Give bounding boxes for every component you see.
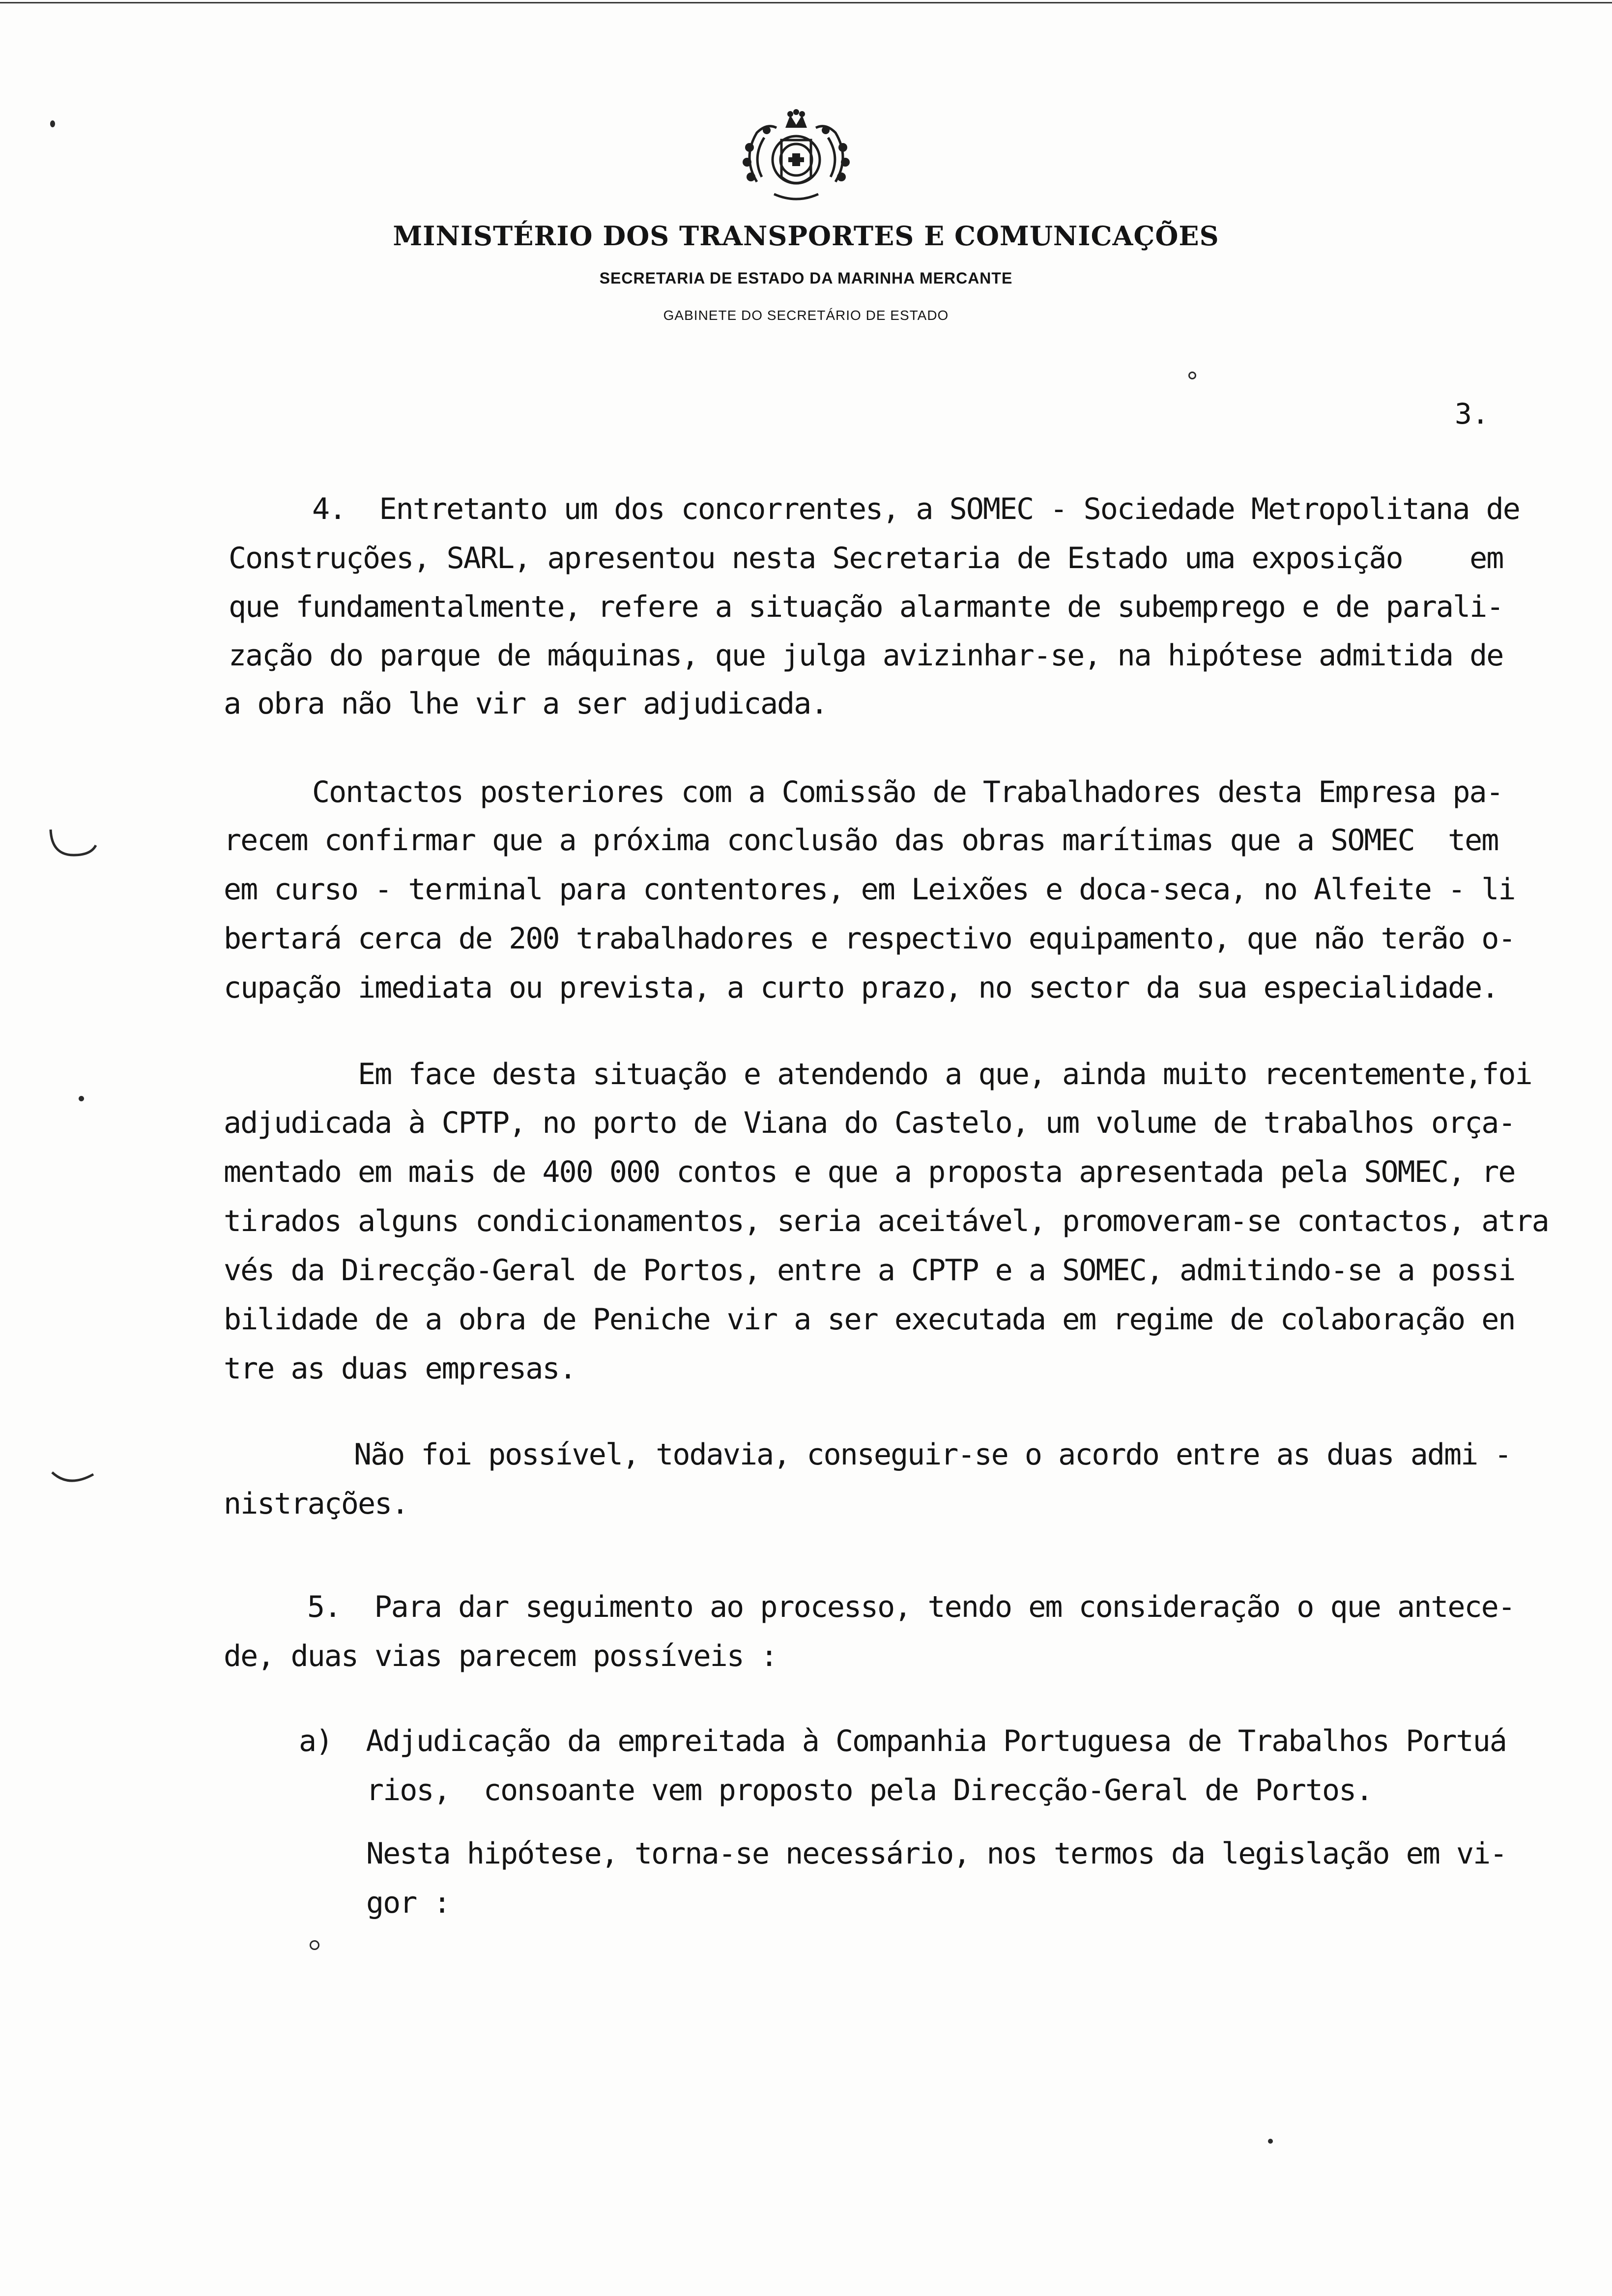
punch-hole-mark [47, 826, 101, 860]
body-line: rios, consoante vem proposto pela Direcção-Geral de Portos. [366, 1773, 1373, 1808]
scan-speck [1268, 2139, 1273, 2144]
body-line: zação do parque de máquinas, que julga avizinhar-se, na hipótese admitida de [229, 638, 1503, 673]
body-line: de, duas vias parecem possíveis : [224, 1639, 777, 1673]
coat-of-arms-emblem-icon [727, 108, 865, 206]
body-line: recem confirmar que a próxima conclusão das obras marítimas que a SOMEC tem [224, 823, 1498, 858]
body-line: tre as duas empresas. [224, 1351, 576, 1386]
body-line: em curso - terminal para contentores, em Leixões e doca-seca, no Alfeite - li [224, 872, 1515, 907]
body-line: 5. Para dar seguimento ao processo, tendo em consideração o que antece- [307, 1590, 1515, 1624]
body-line: bilidade de a obra de Peniche vir a ser executada em regime de colaboração en [224, 1302, 1515, 1337]
punch-hole-mark [49, 1469, 98, 1489]
top-border-line [0, 2, 1612, 3]
scan-ring [310, 1940, 319, 1950]
body-line: cupação imediata ou prevista, a curto prazo, no sector da sua especialidade. [224, 971, 1498, 1005]
scan-ring [1188, 372, 1196, 379]
body-line: bertará cerca de 200 trabalhadores e respectivo equipamento, que não terão o- [224, 921, 1515, 956]
gabinete-subheader: GABINETE DO SECRETÁRIO DE ESTADO [663, 308, 949, 323]
body-line: adjudicada à CPTP, no porto de Viana do Castelo, um volume de trabalhos orça- [224, 1106, 1515, 1140]
body-line: a) Adjudicação da empreitada à Companhia Portuguesa de Trabalhos Portuá [299, 1724, 1506, 1758]
body-line: 4. Entretanto um dos concorrentes, a SOMEC - Sociedade Metropolitana de [312, 492, 1520, 526]
ministry-header: MINISTÉRIO DOS TRANSPORTES E COMUNICAÇÕES [393, 220, 1219, 252]
body-line: Em face desta situação e atendendo a que, ainda muito recentemente,foi [358, 1057, 1532, 1091]
scan-speck [50, 120, 55, 127]
body-line: Construções, SARL, apresentou nesta Secretaria de Estado uma exposição em [229, 541, 1503, 575]
body-line: tirados alguns condicionamentos, seria aceitável, promoveram-se contactos, atra [224, 1204, 1549, 1238]
body-line: Contactos posteriores com a Comissão de Trabalhadores desta Empresa pa- [312, 775, 1503, 809]
scan-speck [79, 1096, 84, 1101]
body-line: gor : [366, 1886, 450, 1920]
secretaria-subheader: SECRETARIA DE ESTADO DA MARINHA MERCANTE [599, 269, 1013, 287]
body-line: mentado em mais de 400 000 contos e que a proposta apresentada pela SOMEC, re [224, 1155, 1515, 1189]
body-line: Nesta hipótese, torna-se necessário, nos termos da legislação em vi- [366, 1837, 1507, 1871]
body-line: nistrações. [224, 1487, 408, 1521]
body-line: a obra não lhe vir a ser adjudicada. [224, 687, 828, 721]
body-line: vés da Direcção-Geral de Portos, entre a CPTP e a SOMEC, admitindo-se a possi [224, 1253, 1515, 1288]
body-line: Não foi possível, todavia, conseguir-se o acordo entre as duas admi - [354, 1437, 1511, 1472]
page-number: 3. [1455, 397, 1489, 430]
body-line: que fundamentalmente, refere a situação alarmante de subemprego e de parali- [229, 590, 1503, 624]
